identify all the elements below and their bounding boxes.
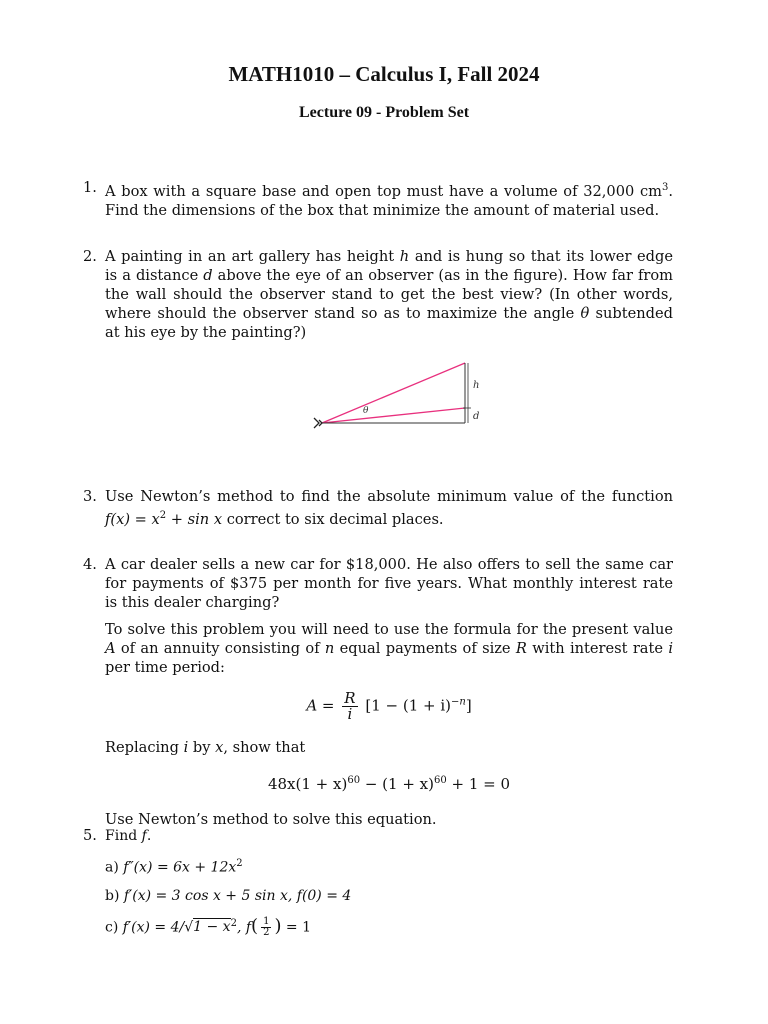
- problem-1: [83, 178, 673, 220]
- problem-text: [105, 826, 673, 846]
- problem-text: A painting in an art gallery has height: [105, 248, 400, 265]
- variable-h: h: [399, 248, 410, 265]
- subproblem-c: [105, 914, 673, 938]
- denominator: i: [347, 705, 353, 723]
- problem-number: 3.: [83, 488, 97, 505]
- variable-R: R: [515, 640, 527, 657]
- equation-part: 48x(1 + x): [267, 775, 348, 793]
- denominator: 2: [263, 926, 270, 938]
- annuity-formula: [105, 691, 673, 722]
- variable-d: d: [203, 267, 213, 284]
- page-subtitle: Lecture 09 - Problem Set: [298, 104, 470, 121]
- text-segment: per time period:: [105, 659, 225, 676]
- text-segment: equal payments of size: [334, 640, 516, 657]
- radicand: 1 − x: [193, 919, 231, 936]
- variable-i: i: [668, 640, 673, 657]
- formula-rhs: [1 − (1 + i): [365, 696, 451, 715]
- text-segment: with interest rate: [526, 640, 669, 657]
- problem-text: Use Newton’s method to find the absolute minimum value of the function: [105, 488, 673, 505]
- text-segment: To solve this problem you will need to use the formula for the present value: [105, 621, 673, 638]
- problem-text: correct to six decimal places.: [222, 510, 444, 528]
- problem-text: and is hung so that its lower edge is a distance: [105, 248, 674, 284]
- exponent: 2: [236, 858, 243, 869]
- problem-2: [83, 247, 673, 342]
- subproblem-equation: f″(x) = 6x + 12x: [123, 859, 237, 876]
- problem-4: [83, 555, 673, 837]
- exponent: 60: [347, 775, 361, 786]
- text-segment: Find: [105, 828, 142, 844]
- subproblem-label: b): [105, 887, 124, 904]
- exponent: 2: [230, 917, 237, 929]
- exponent: 3: [661, 182, 669, 193]
- text-segment: .: [146, 828, 152, 844]
- fraction: [261, 917, 271, 938]
- paren-open: (: [251, 915, 259, 937]
- text-segment: by: [188, 739, 216, 756]
- equation-to-show: [105, 771, 673, 794]
- variable-theta: θ: [580, 305, 590, 322]
- problem-number: 5.: [83, 827, 97, 844]
- bracket-close: ]: [465, 696, 472, 715]
- problem-5: [83, 826, 673, 946]
- exponent: 60: [433, 775, 447, 786]
- variable-A: A: [105, 640, 116, 657]
- subproblem-label: a): [105, 859, 124, 876]
- problem-text: A car dealer sells a new car for $18,000. He also offers to sell the same car for payments of $375 per month for five years. What monthly interest rate is this dealer charging?: [105, 556, 673, 611]
- numerator: R: [344, 689, 356, 707]
- paren-close: ): [274, 915, 282, 937]
- problem-number: 2.: [83, 248, 97, 265]
- exponent: 2: [159, 510, 167, 521]
- problem-text: . Find the dimensions of the box that minimize the amount of material used.: [105, 182, 673, 219]
- formula-intro: [105, 620, 673, 677]
- formula-lhs: A =: [306, 696, 335, 715]
- lower-sight-line: [322, 408, 465, 423]
- replace-instruction: [105, 738, 673, 757]
- variable-i: i: [183, 739, 189, 756]
- text-segment: , show that: [223, 739, 306, 756]
- fraction: [342, 691, 357, 722]
- numerator: 1: [263, 915, 270, 927]
- observer-eye-icon: [314, 418, 322, 428]
- problem-text: A box with a square base and open top must have a volume of 32,000 cm: [105, 182, 662, 200]
- variable-n: n: [324, 640, 335, 657]
- subproblem-equation: f′(x) = 4/√: [122, 919, 194, 936]
- problem-text: Use Newton’s method to solve this equation.: [105, 811, 437, 828]
- label-d: d: [473, 411, 480, 422]
- variable-x: x: [215, 739, 224, 756]
- text-segment: of an annuity consisting of: [115, 640, 325, 657]
- equation-part: = 1: [281, 919, 312, 936]
- label-theta: θ: [363, 406, 369, 416]
- exponent: −n: [451, 696, 466, 708]
- subproblem-a: [105, 854, 673, 878]
- problem-text: above the eye of an observer (as in the figure). How far from the wall should the observer stand to get the best view? (In other words, where should the observer stand so as to maximize the angle: [105, 267, 673, 322]
- variable-f: f: [141, 828, 147, 844]
- function-expression: f(x) = x: [105, 510, 160, 528]
- equation-part: − (1 + x): [360, 775, 434, 793]
- subproblem-b: [105, 886, 673, 906]
- problem-number: 4.: [83, 556, 97, 573]
- subproblem-label: c): [105, 919, 123, 936]
- function-expression: + sin x: [166, 510, 223, 528]
- subproblem-equation: , f: [236, 919, 252, 936]
- text-segment: Replacing: [105, 739, 184, 756]
- label-h: h: [473, 380, 480, 391]
- subproblem-equation: f′(x) = 3 cos x + 5 sin x, f(0) = 4: [123, 887, 352, 904]
- equation-part: + 1 = 0: [446, 775, 511, 793]
- problem-3: [83, 487, 673, 529]
- painting-angle-figure: [300, 354, 490, 440]
- upper-sight-line: [322, 363, 465, 423]
- page-title: MATH1010 – Calculus I, Fall 2024: [228, 62, 540, 86]
- problem-number: 1.: [83, 179, 97, 196]
- problem-text: subtended at his eye by the painting?): [105, 305, 673, 341]
